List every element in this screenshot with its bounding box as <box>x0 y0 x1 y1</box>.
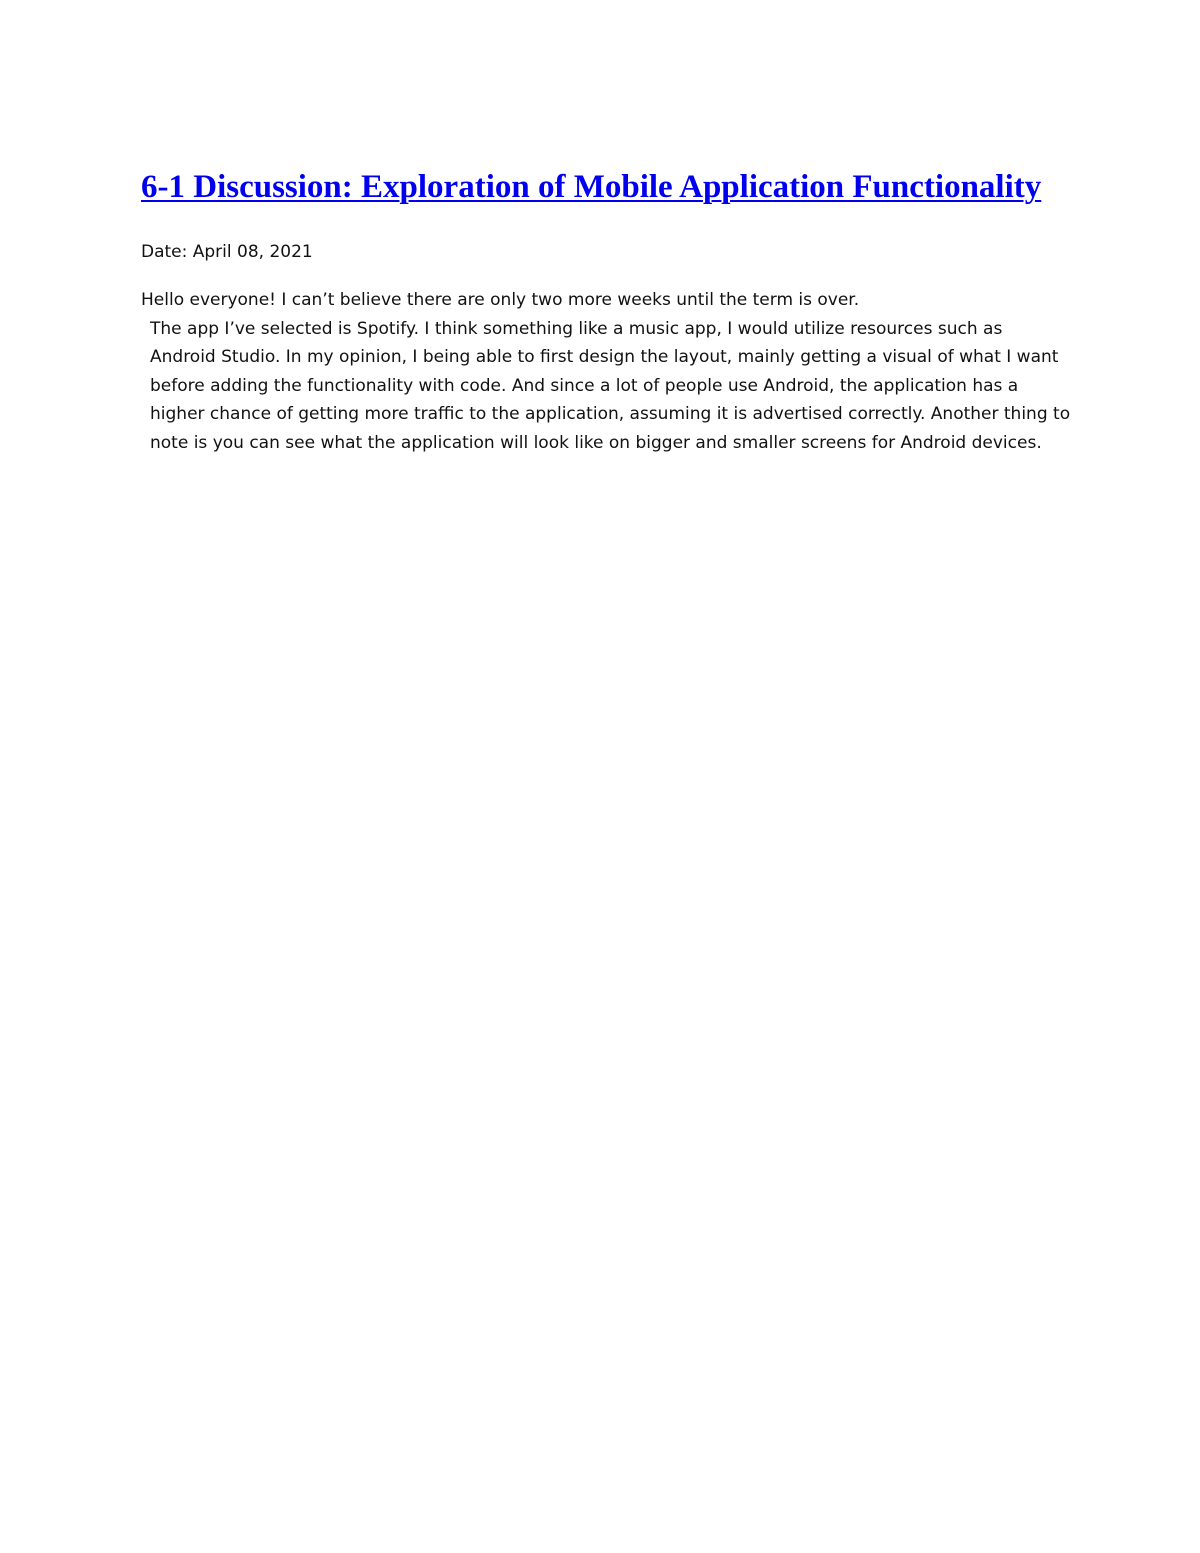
discussion-body <box>141 286 1071 457</box>
page-title <box>141 166 1071 208</box>
paragraph-main: The app I’ve selected is Spotify. I think something like a music app, I would utilize resources such as Android Studio. In my opinion, I being able to first design the layout, mainly getting a visual of what I want before adding the functionality with code. And since a lot of people use Android, the application has a higher chance of getting more traffic to the application, assuming it is advertised correctly. Another thing to note is you can see what the application will look like on bigger and smaller screens for Android devices. <box>150 318 1071 453</box>
paragraph-greeting: Hello everyone! I can’t believe there are only two more weeks until the term is over. <box>141 290 860 310</box>
title-link[interactable]: 6-1 Discussion: Exploration of Mobile Application Functionality <box>141 169 1042 205</box>
date-line: Date: April 08, 2021 <box>141 242 313 262</box>
document-content <box>141 166 1071 457</box>
